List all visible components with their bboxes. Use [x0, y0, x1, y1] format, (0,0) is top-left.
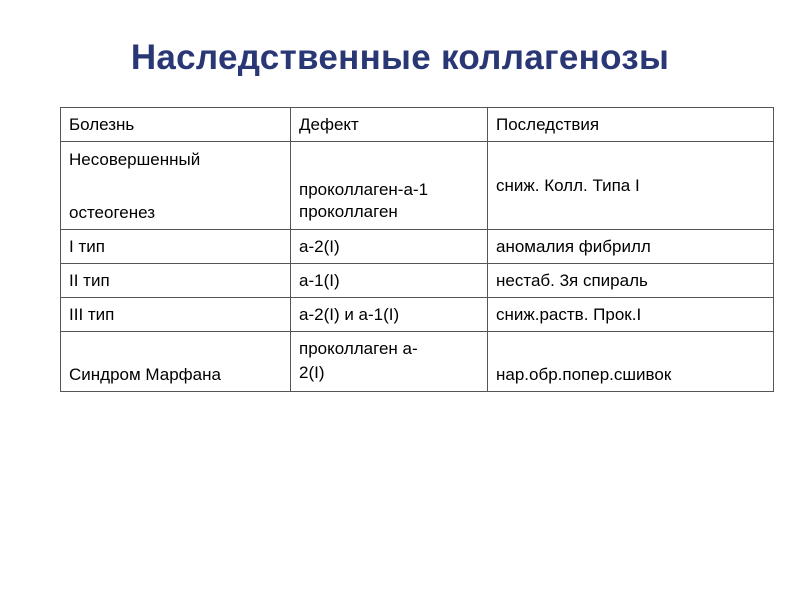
defect-text-line2: 2(I) [299, 363, 325, 382]
slide-title: Наследственные коллагенозы [130, 38, 670, 77]
disease-cell: I тип [61, 230, 291, 264]
defect-cell [291, 332, 488, 392]
table-row [61, 142, 774, 230]
effect-cell: нестаб. 3я спираль [488, 264, 774, 298]
defect-cell [291, 142, 488, 230]
effect-cell [488, 332, 774, 392]
table-row [61, 264, 774, 298]
header-defect: Дефект [291, 108, 488, 142]
disease-text-line1: Несовершенный [69, 150, 201, 169]
disease-cell [61, 332, 291, 392]
table-row [61, 332, 774, 392]
table-header-row [61, 108, 774, 142]
effect-cell [488, 142, 774, 230]
effect-cell: сниж.раств. Прок.I [488, 298, 774, 332]
header-effect: Последствия [488, 108, 774, 142]
defect-cell: а-2(I) [291, 230, 488, 264]
table-row [61, 298, 774, 332]
disease-cell: II тип [61, 264, 291, 298]
effect-text: нар.обр.попер.сшивок [496, 365, 672, 384]
header-disease: Болезнь [61, 108, 291, 142]
effect-cell: аномалия фибрилл [488, 230, 774, 264]
disease-text: Синдром Марфана [69, 365, 221, 384]
defect-text-line1: проколлаген-а-1 [299, 180, 429, 199]
defect-text-line2: проколлаген [299, 202, 398, 221]
defect-cell: а-2(I) и а-1(I) [291, 298, 488, 332]
disease-cell: III тип [61, 298, 291, 332]
disease-text-line2: остеогенез [69, 203, 156, 222]
table-row [61, 230, 774, 264]
disease-cell [61, 142, 291, 230]
collagenoses-table [60, 107, 774, 392]
defect-text-line1: проколлаген а- [299, 339, 418, 358]
effect-text: сниж. Колл. Типа I [496, 175, 640, 195]
defect-cell: а-1(I) [291, 264, 488, 298]
